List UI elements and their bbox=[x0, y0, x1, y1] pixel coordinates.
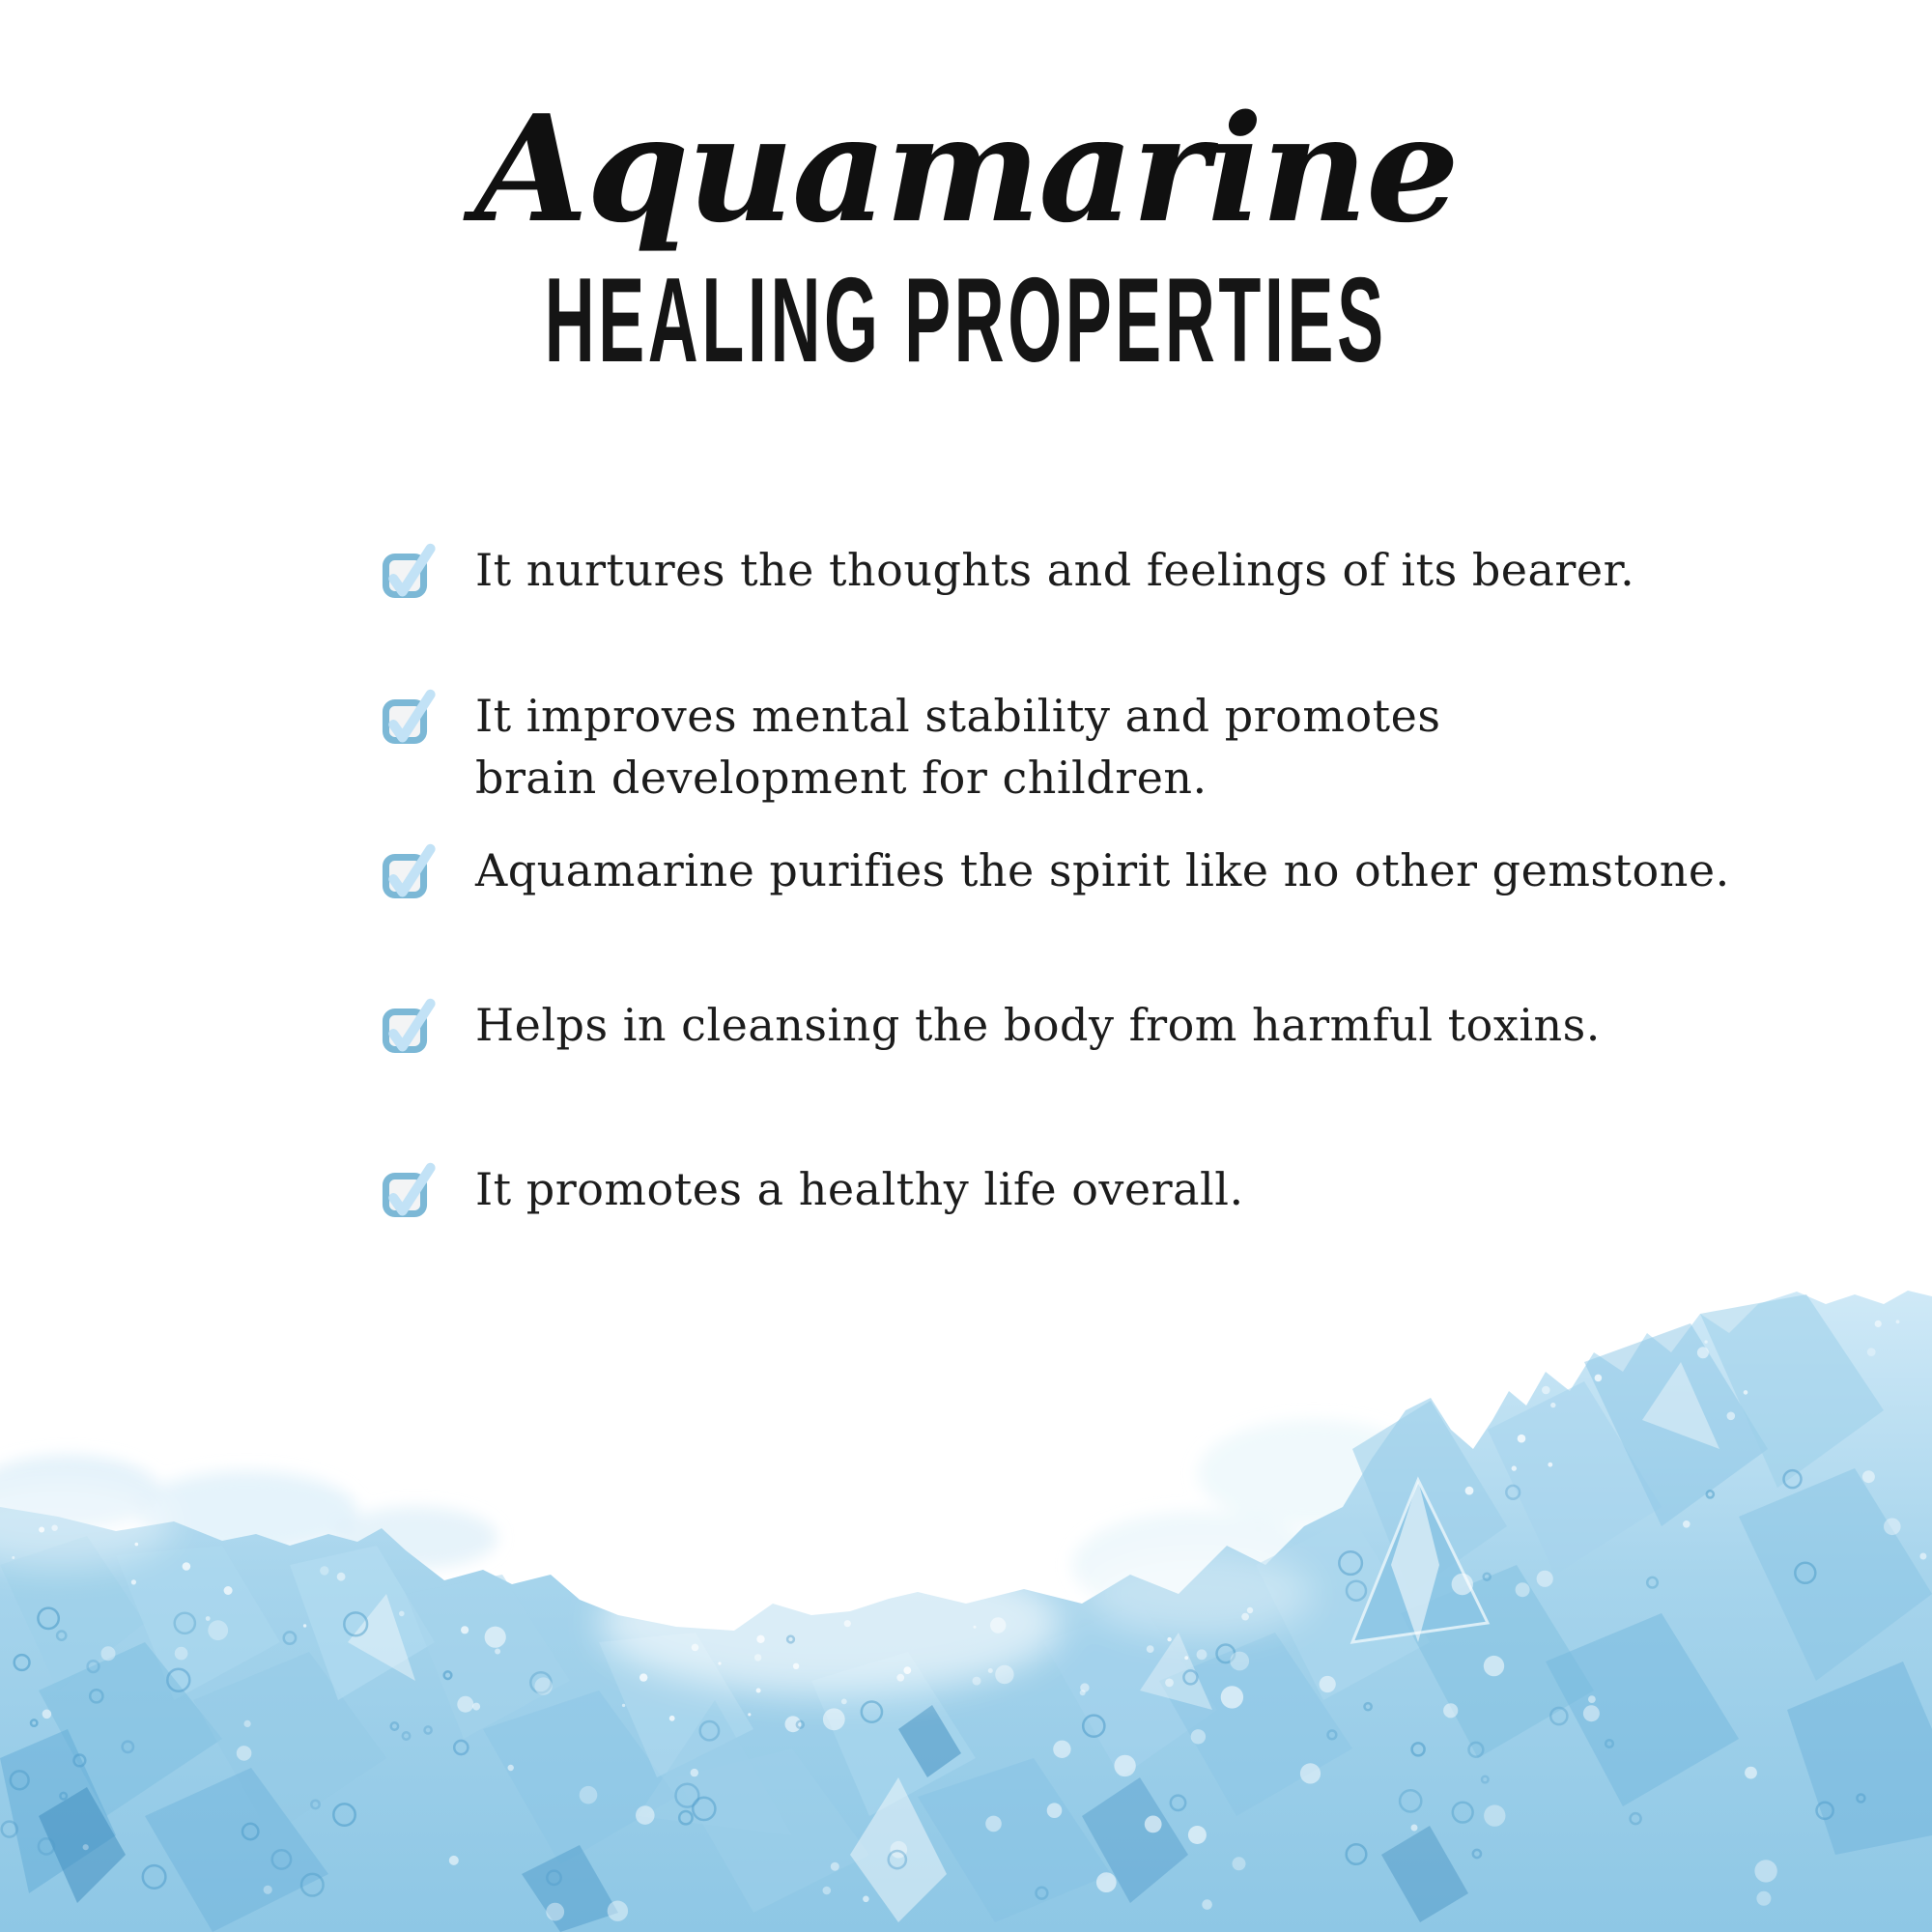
checklist-item-text: It improves mental stability and promotes brain development for children. bbox=[475, 690, 1441, 804]
checklist-item bbox=[381, 544, 1635, 601]
checklist-item-text: Aquamarine purifies the spirit like no other gemstone. bbox=[475, 844, 1730, 896]
checked-checkbox-icon bbox=[381, 1171, 429, 1219]
checklist-item-text: It nurtures the thoughts and feelings of its bearer. bbox=[475, 544, 1635, 596]
page-subtitle-wrap bbox=[0, 254, 1932, 387]
checked-checkbox-icon bbox=[381, 697, 429, 746]
ice-cubes-image bbox=[0, 1275, 1932, 1932]
checklist-item-text: Helps in cleansing the body from harmful toxins. bbox=[475, 999, 1601, 1051]
checked-checkbox-icon bbox=[381, 1007, 429, 1055]
checklist-item bbox=[381, 844, 1730, 901]
checklist-item bbox=[381, 1163, 1244, 1220]
checklist-item bbox=[381, 999, 1601, 1056]
checked-checkbox-icon bbox=[381, 852, 429, 900]
page-title: Aquamarine bbox=[474, 82, 1458, 255]
checklist-item bbox=[381, 690, 1441, 809]
checked-checkbox-icon bbox=[381, 552, 429, 600]
page-subtitle: HEALING PROPERTIES bbox=[545, 254, 1387, 387]
checklist-item-text: It promotes a healthy life overall. bbox=[475, 1163, 1244, 1215]
